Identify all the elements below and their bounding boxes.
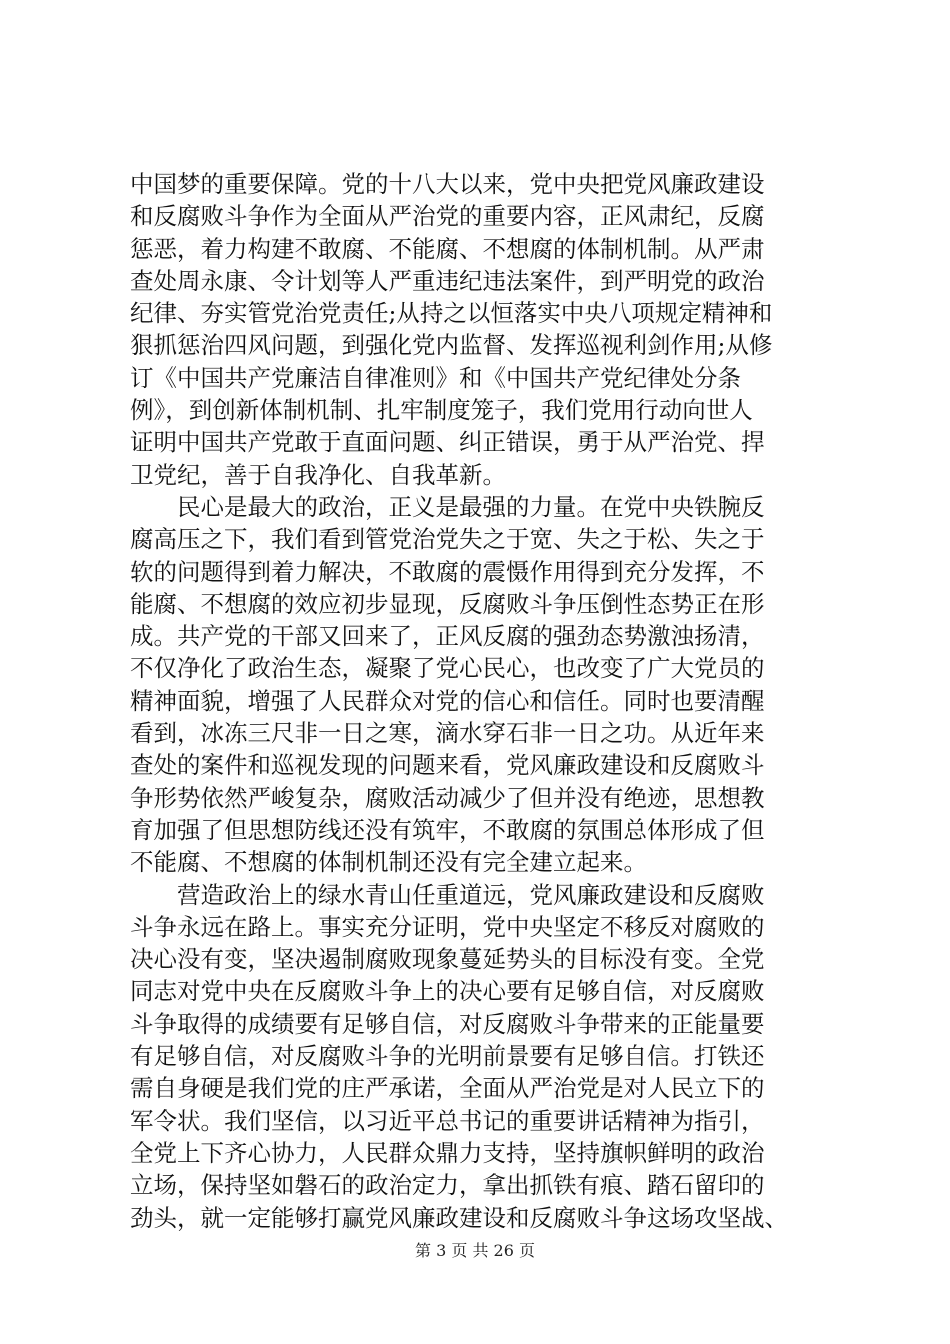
text-line: 腐高压之下，我们看到管党治党失之于宽、失之于松、失之于 bbox=[130, 525, 765, 554]
text-line: 有足够自信，对反腐败斗争的光明前景要有足够自信。打铁还 bbox=[130, 1042, 765, 1071]
text-line: 民心是最大的政治，正义是最强的力量。在党中央铁腕反 bbox=[130, 492, 765, 521]
text-line: 证明中国共产党敢于直面问题、纠正错误，勇于从严治党、捍 bbox=[130, 428, 765, 457]
text-line: 纪律、夯实管党治党责任;从持之以恒落实中央八项规定精神和 bbox=[130, 299, 773, 328]
text-line: 查处的案件和巡视发现的问题来看，党风廉政建设和反腐败斗 bbox=[130, 751, 765, 780]
page-footer bbox=[0, 1238, 950, 1261]
text-line: 全党上下齐心协力，人民群众鼎力支持，坚持旗帜鲜明的政治 bbox=[130, 1138, 765, 1167]
text-line: 同志对党中央在反腐败斗争上的决心要有足够自信，对反腐败 bbox=[130, 977, 765, 1006]
text-line: 成。共产党的干部又回来了，正风反腐的强劲态势激浊扬清， bbox=[130, 622, 765, 651]
paragraph-3 bbox=[130, 879, 840, 1234]
text-line: 例》，到创新体制机制、扎牢制度笼子，我们党用行动向世人 bbox=[130, 396, 753, 425]
text-line: 看到，冰冻三尺非一日之寒，滴水穿石非一日之功。从近年来 bbox=[130, 719, 765, 748]
text-line: 查处周永康、令计划等人严重违纪违法案件，到严明党的政治 bbox=[130, 266, 765, 295]
body-text bbox=[130, 168, 840, 1234]
text-line: 精神面貌，增强了人民群众对党的信心和信任。同时也要清醒 bbox=[130, 686, 765, 715]
text-line: 和反腐败斗争作为全面从严治党的重要内容，正风肃纪，反腐 bbox=[130, 202, 765, 231]
text-line: 争形势依然严峻复杂，腐败活动减少了但并没有绝迹，思想教 bbox=[130, 783, 765, 812]
text-line: 狠抓惩治四风问题，到强化党内监督、发挥巡视利剑作用;从修 bbox=[130, 331, 773, 360]
text-line: 卫党纪，善于自我净化、自我革新。 bbox=[130, 460, 506, 489]
text-line: 软的问题得到着力解决，不敢腐的震慑作用得到充分发挥，不 bbox=[130, 557, 765, 586]
text-line: 能腐、不想腐的效应初步显现，反腐败斗争压倒性态势正在形 bbox=[130, 589, 765, 618]
text-line: 斗争取得的成绩要有足够自信，对反腐败斗争带来的正能量要 bbox=[130, 1009, 765, 1038]
text-line: 军令状。我们坚信，以习近平总书记的重要讲话精神为指引， bbox=[130, 1106, 765, 1135]
text-line: 中国梦的重要保障。党的十八大以来，党中央把党风廉政建设 bbox=[130, 170, 765, 198]
paragraph-2 bbox=[130, 491, 840, 879]
text-line: 不能腐、不想腐的体制机制还没有完全建立起来。 bbox=[130, 848, 647, 877]
text-line: 决心没有变，坚决遏制腐败现象蔓延势头的目标没有变。全党 bbox=[130, 945, 765, 974]
paragraph-1 bbox=[130, 168, 840, 491]
text-line: 育加强了但思想防线还没有筑牢，不敢腐的氛围总体形成了但 bbox=[130, 815, 765, 844]
text-line: 不仅净化了政治生态，凝聚了党心民心，也改变了广大党员的 bbox=[130, 654, 765, 683]
text-line: 劲头，就一定能够打赢党风廉政建设和反腐败斗争这场攻坚战、 bbox=[130, 1203, 788, 1232]
page-number: 第 3 页 共 26 页 bbox=[415, 1241, 535, 1260]
text-line: 订《中国共产党廉洁自律准则》和《中国共产党纪律处分条 bbox=[130, 363, 741, 392]
text-line: 惩恶，着力构建不敢腐、不能腐、不想腐的体制机制。从严肃 bbox=[130, 234, 765, 263]
text-line: 斗争永远在路上。事实充分证明，党中央坚定不移反对腐败的 bbox=[130, 912, 765, 941]
text-line: 立场，保持坚如磐石的政治定力，拿出抓铁有痕、踏石留印的 bbox=[130, 1171, 765, 1200]
text-line: 需自身硬是我们党的庄严承诺，全面从严治党是对人民立下的 bbox=[130, 1074, 765, 1103]
text-line: 营造政治上的绿水青山任重道远，党风廉政建设和反腐败 bbox=[130, 880, 765, 909]
